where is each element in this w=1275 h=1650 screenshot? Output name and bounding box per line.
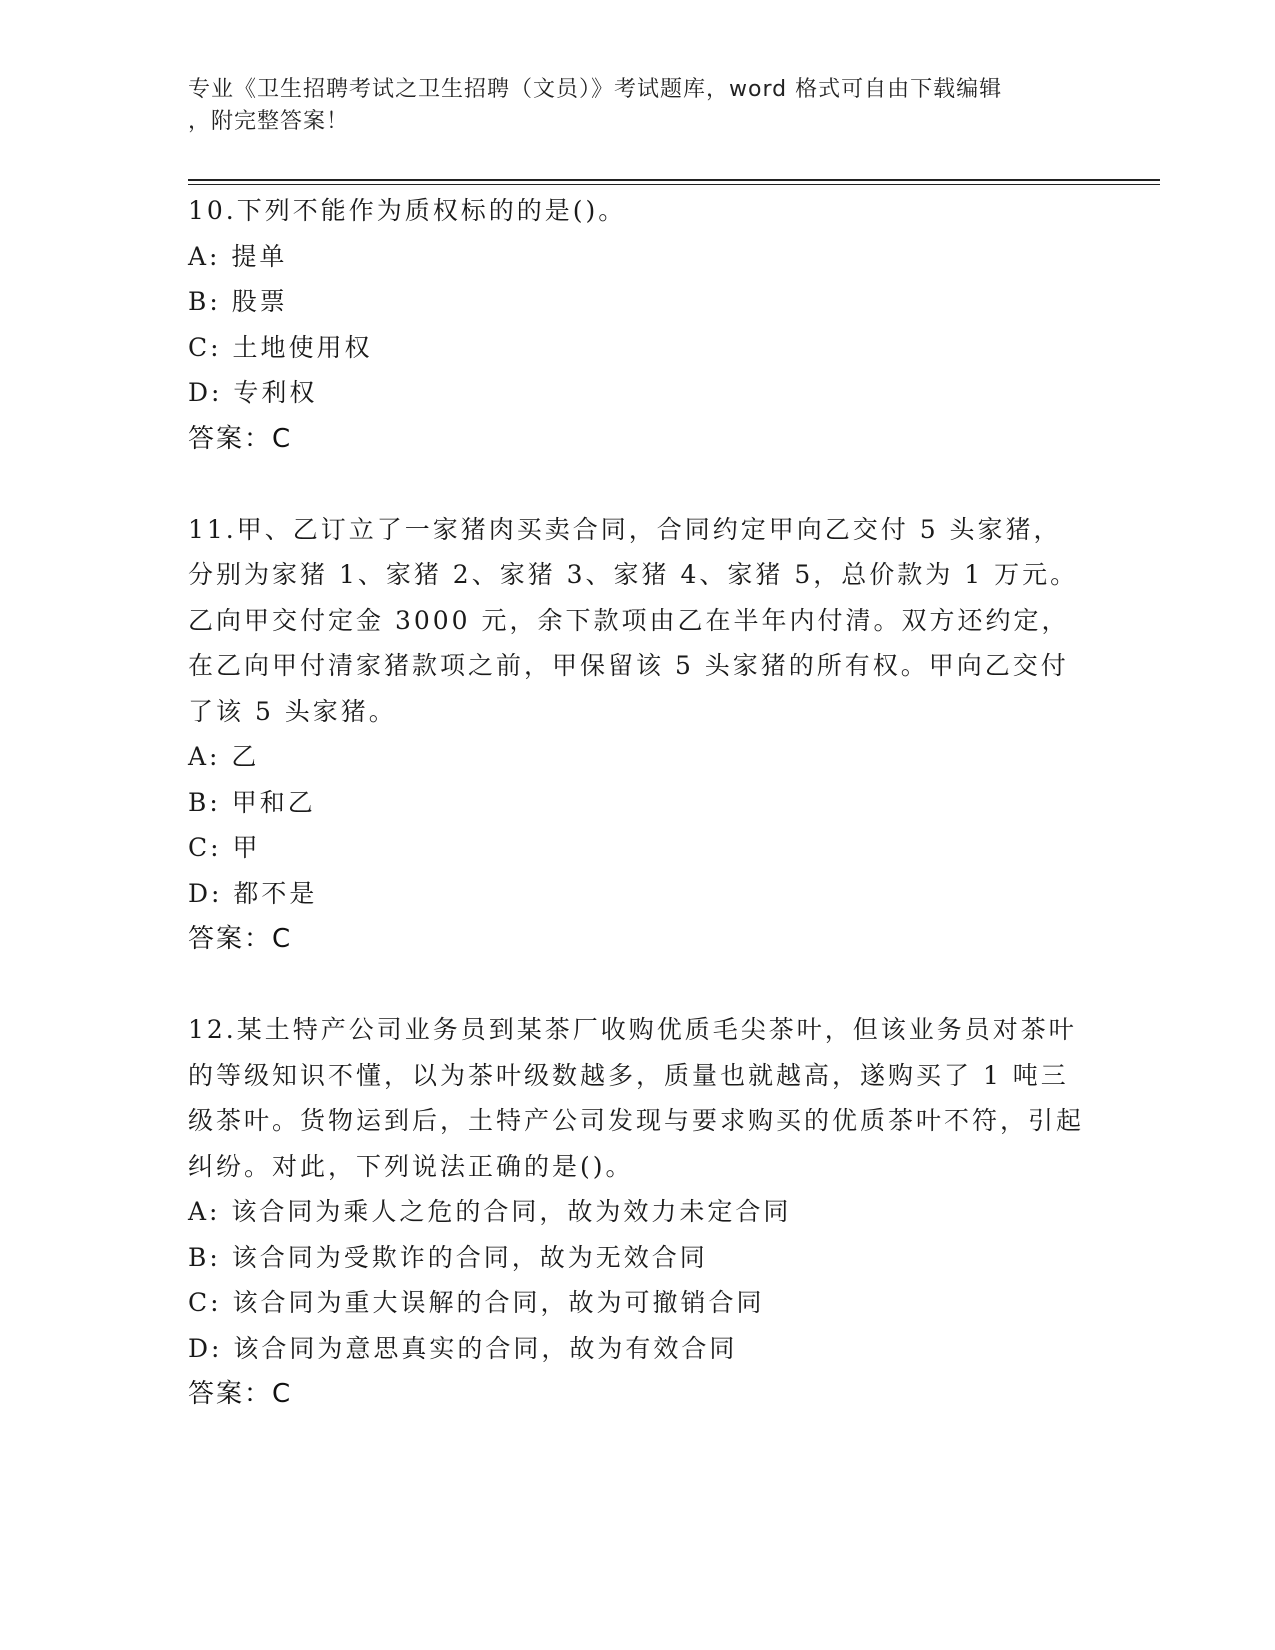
option-a: A: 该合同为乘人之危的合同，故为效力未定合同 — [188, 1197, 792, 1226]
header-divider-thin — [188, 184, 1160, 185]
header-line-2: ，附完整答案！ — [188, 109, 350, 134]
option-d: D: 都不是 — [188, 878, 318, 908]
question-text: 12.某土特产公司业务员到某茶厂收购优质毛尖茶叶，但该业务员对茶叶的等级知识不懂，以为茶叶级数越多，质量也就越高，遂购买了 1 吨三级茶叶。货物运到后，土特产公司发现与要求购买的优质茶叶不符，引起纠纷。对此，下列说法正确的是()。 — [188, 1015, 1085, 1181]
option-c: C: 甲 — [188, 833, 261, 862]
answer-line: 答案：C — [188, 423, 293, 454]
document-header — [188, 74, 1068, 138]
option-c: C: 该合同为重大误解的合同，故为可撤销合同 — [188, 1288, 765, 1317]
question-list — [188, 188, 1088, 1417]
question-text: 11.甲、乙订立了一家猪肉买卖合同，合同约定甲向乙交付 5 头家猪，分别为家猪 1、家猪 2、家猪 3、家猪 4、家猪 5，总价款为 1 万元。乙向甲交付定金 3000 元，余下款项由乙在半年内付清。双方还约定，在乙向甲付清家猪款项之前，甲保留该 5 头家猪的所有权。甲向乙交付了该 5 头家猪。 — [188, 514, 1079, 726]
answer-line: 答案：C — [188, 1379, 293, 1409]
option-a: A: 提单 — [188, 241, 288, 271]
question-12 — [188, 1007, 1088, 1417]
option-b: B: 该合同为受欺诈的合同，故为无效合同 — [188, 1242, 708, 1272]
option-d: D: 该合同为意思真实的合同，故为有效合同 — [188, 1333, 738, 1363]
header-line-1: 专业《卫生招聘考试之卫生招聘（文员）》考试题库，word 格式可自由下载编辑 — [188, 77, 1003, 102]
header-divider-thick — [188, 179, 1160, 181]
option-c: C: 土地使用权 — [188, 332, 373, 362]
option-b: B: 股票 — [188, 287, 288, 316]
option-d: D: 专利权 — [188, 378, 318, 407]
answer-line: 答案：C — [188, 924, 293, 954]
question-10 — [188, 188, 1088, 462]
question-11 — [188, 507, 1088, 963]
option-a: A: 乙 — [188, 742, 260, 771]
question-text: 10.下列不能作为质权标的的是()。 — [188, 196, 627, 225]
option-b: B: 甲和乙 — [188, 787, 316, 817]
